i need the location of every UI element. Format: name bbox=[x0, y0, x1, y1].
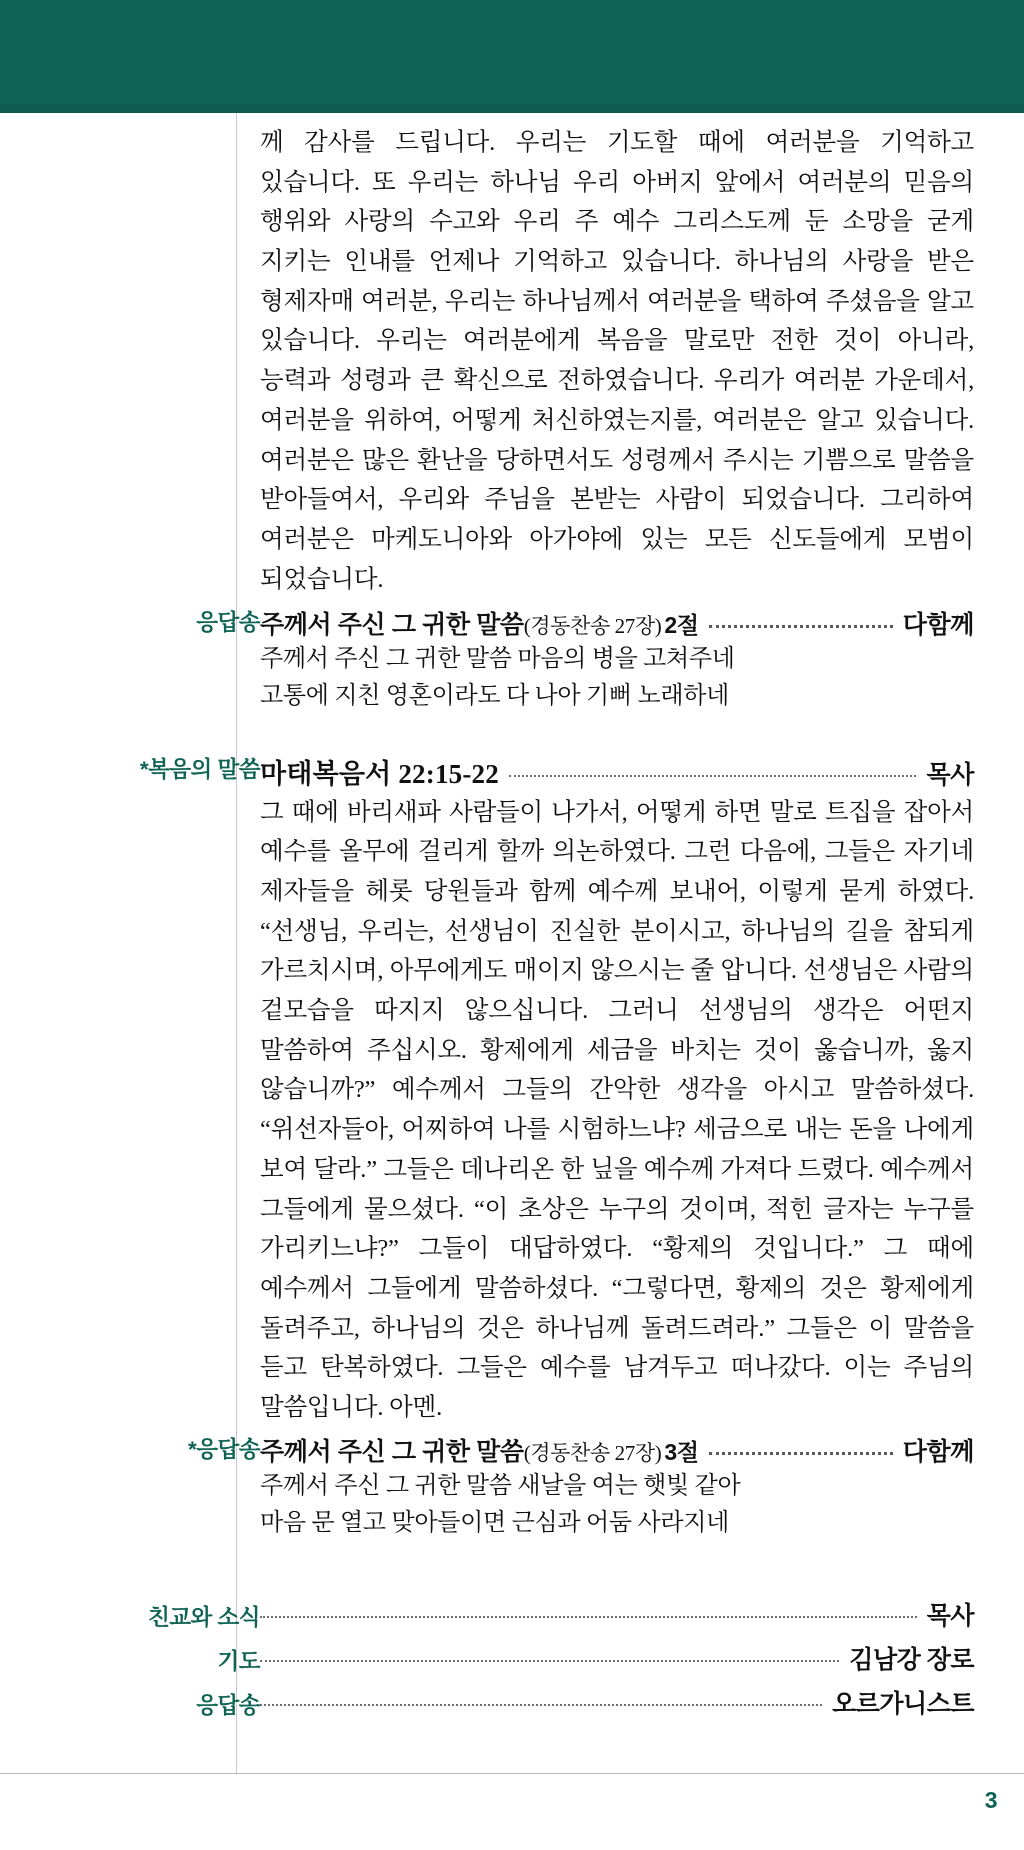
response-hymn-1-hymnref: (경동찬송 27장) bbox=[523, 614, 662, 639]
response-hymn-2-title-line bbox=[260, 1432, 974, 1468]
response-hymn-2-lyric-1: 주께서 주신 그 귀한 말씀 새날을 여는 햇빛 같아 bbox=[260, 1472, 741, 1499]
response-hymn-1-title-line bbox=[260, 605, 974, 641]
response-hymn-2-title: 주께서 주신 그 귀한 말씀 bbox=[260, 1437, 524, 1466]
closing-item-0-label: 친교와 소식 bbox=[148, 1605, 260, 1630]
response-hymn-2-hymnref: (경동찬송 27장) bbox=[523, 1440, 662, 1465]
closing-item-2-who: 오르가니스트 bbox=[832, 1690, 974, 1718]
gospel-text: 그 때에 바리새파 사람들이 나가서, 어떻게 하면 말로 트집을 잡아서 예수를 올무에 걸리게 할까 의논하였다. 그런 다음에, 그들은 자기네 제자들을 헤롯 당원들과 함께 예수께 보내어, 이렇게 묻게 하였다. “선생님, 우리는, 선생님이 진실한 분이시고, 하나님의 길을 참되게 가르치시며, 아무에게도 매이지 않으시는 줄 압니다. 선생님은 사람의 겉모습을 따지지 않으십니다. 그러니 선생님의 생각은 어떤지 말씀하여 주십시오. 황제에게 세금을 바치는 것이 옳습니까, 옳지 않습니까?” 예수께서 그들의 간악한 생각을 아시고 말씀하셨다. “위선자들아, 어찌하여 나를 시험하느냐? 세금으로 내는 돈을 나에게 보여 달라.” 그들은 데나리온 한 닢을 예수께 가져다 드렸다. 예수께서 그들에게 물으셨다. “이 초상은 누구의 것이며, 적힌 글자는 누구를 가리키느냐?” 그들이 대답하였다. “황제의 것입니다.” 그 때에 예수께서 그들에게 말씀하셨다. “그렇다면, 황제의 것은 황제에게 돌려주고, 하나님의 것은 하나님께 돌려드려라.” 그들은 이 말씀을 듣고 탄복하였다. 그들은 예수를 남겨두고 떠나갔다. 이는 주님의 말씀입니다. 아멘. bbox=[260, 798, 974, 1421]
dotted-leader bbox=[709, 1452, 893, 1455]
response-hymn-1-lyric-1: 주께서 주신 그 귀한 말씀 마음의 병을 고쳐주네 bbox=[260, 646, 735, 673]
closing-item-1-label: 기도 bbox=[217, 1649, 260, 1674]
top-banner-fill bbox=[0, 0, 1024, 104]
closing-item-0-who: 목사 bbox=[926, 1602, 974, 1630]
closing-item-row bbox=[0, 1684, 1024, 1728]
response-hymn-2-who: 다함께 bbox=[902, 1437, 974, 1466]
dotted-leader bbox=[260, 1704, 822, 1706]
closing-item-row bbox=[0, 1640, 1024, 1684]
dotted-leader bbox=[509, 775, 917, 777]
closing-items-block bbox=[0, 1542, 1024, 1728]
response-hymn-2-verse: 3절 bbox=[664, 1438, 699, 1465]
dotted-leader bbox=[260, 1660, 839, 1662]
dotted-leader bbox=[709, 625, 893, 628]
response-hymn-2-lyric-2: 마음 문 열고 맞아들이면 근심과 어둠 사라지네 bbox=[260, 1509, 729, 1536]
response-hymn-1-label: 응답송 bbox=[196, 610, 260, 636]
bulletin-content bbox=[0, 113, 1024, 1728]
dotted-leader bbox=[260, 1616, 917, 1618]
epistle-continuation-text: 께 감사를 드립니다. 우리는 기도할 때에 여러분을 기억하고 있습니다. 또 우리는 하나님 우리 아버지 앞에서 여러분의 믿음의 행위와 사랑의 수고와 우리 주 예수 그리스도께 둔 소망을 굳게 지키는 인내를 언제나 기억하고 있습니다. 하나님의 사랑을 받은 형제자매 여러분, 우리는 하나님께서 여러분을 택하여 주셨음을 알고 있습니다. 우리는 여러분에게 복음을 말로만 전한 것이 아니라, 능력과 성령과 큰 확신으로 전하였습니다. 우리가 여러분 가운데서, 여러분을 위하여, 어떻게 처신하였는지를, 여러분은 알고 있습니다. 여러분은 많은 환난을 당하면서도 성령께서 주시는 기쁨으로 말씀을 받아들여서, 우리와 주님을 본받는 사람이 되었습니다. 그리하여 여러분은 마케도니아와 아가야에 있는 모든 신도들에게 모범이 되었습니다. bbox=[260, 129, 974, 593]
epistle-continuation-block bbox=[0, 113, 1024, 599]
response-hymn-1-verse: 2절 bbox=[664, 612, 699, 639]
response-hymn-1-block bbox=[0, 599, 1024, 715]
gospel-label: *복음의 말씀 bbox=[139, 756, 260, 782]
response-hymn-2-label: *응답송 bbox=[188, 1436, 260, 1462]
response-hymn-1-lyric-2: 고통에 지친 영혼이라도 다 나아 기뻐 노래하네 bbox=[260, 683, 729, 710]
closing-item-row bbox=[0, 1596, 1024, 1640]
gospel-who: 목사 bbox=[926, 760, 974, 789]
response-hymn-1-title: 주께서 주신 그 귀한 말씀 bbox=[260, 611, 524, 640]
closing-item-1-who: 김남강 장로 bbox=[849, 1646, 974, 1674]
page-number: 3 bbox=[984, 1787, 998, 1813]
footer-divider bbox=[0, 1773, 1024, 1774]
top-banner bbox=[0, 0, 1024, 113]
response-hymn-1-who: 다함께 bbox=[902, 611, 974, 640]
gospel-block bbox=[0, 716, 1024, 1428]
closing-item-2-label: 응답송 bbox=[196, 1693, 260, 1718]
gospel-reference: 마태복음서 22:15-22 bbox=[260, 758, 499, 789]
gospel-reference-line bbox=[260, 752, 974, 791]
response-hymn-2-block bbox=[0, 1428, 1024, 1542]
